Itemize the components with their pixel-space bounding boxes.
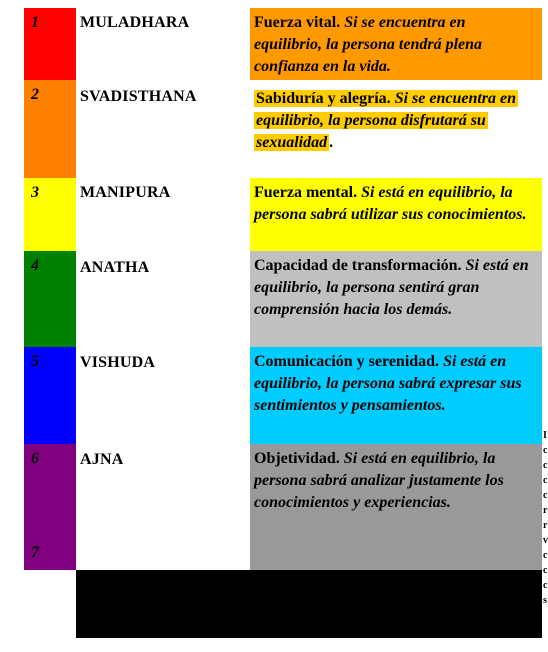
edge-letter: c: [543, 580, 548, 591]
chakra-description-4: [250, 251, 542, 347]
desc-4-italic: Si está en equilibrio, la persona sentirá gran comprensión hacia los demás.: [254, 257, 529, 318]
chakra-name-svadisthana: SVADISTHANA: [80, 88, 197, 105]
desc-1-bold: Fuerza vital.: [254, 14, 341, 31]
desc-1-italic: Si se encuentra en equilibrio, la persona tendrá plena confianza en la vida.: [254, 14, 483, 75]
chakra-name-manipura: MANIPURA: [80, 184, 171, 201]
desc-2-italic: Si se encuentra en equilibrio, la persona disfrutará su sexualidad: [256, 90, 517, 151]
edge-letter: c: [543, 565, 548, 576]
edge-letter: s: [543, 595, 547, 606]
chakra-number-7-label: 7: [31, 544, 39, 561]
chakra-name-ajna: AJNA: [80, 451, 124, 468]
chakra-name-vishuda: VISHUDA: [80, 354, 156, 371]
chakra-description-5: [250, 347, 542, 444]
edge-letter: c: [543, 445, 548, 456]
chakra-number-5: 5: [24, 347, 76, 444]
chakra-number-4: 4: [24, 251, 76, 347]
desc-6-bold: Objetividad.: [254, 450, 340, 467]
bottom-black-bar: [76, 570, 542, 638]
chakra-description-3: [250, 178, 542, 251]
chakra-number-6: [24, 444, 76, 570]
edge-letter: c: [543, 460, 548, 471]
desc-2-tail: .: [329, 134, 334, 151]
chakra-name-muladhara: MULADHARA: [80, 14, 190, 31]
chakra-description-2: [250, 84, 542, 178]
chakra-number-1: 1: [24, 8, 76, 80]
edge-letter: r: [543, 520, 548, 531]
edge-letter: I: [543, 430, 547, 441]
chakra-description-1: [250, 8, 542, 80]
edge-letter: c: [543, 490, 548, 501]
chakra-number-2: 2: [24, 80, 76, 178]
chakra-number-6-label: 6: [31, 450, 39, 467]
chakra-description-6: [250, 444, 542, 570]
chakra-name-anatha: ANATHA: [80, 259, 150, 276]
desc-4-bold: Capacidad de transformación.: [254, 257, 462, 274]
desc-2-bold: Sabiduría y alegría.: [256, 90, 391, 107]
chakra-number-3: 3: [24, 178, 76, 251]
edge-letter: r: [543, 505, 548, 516]
desc-2-highlight: [254, 90, 518, 151]
edge-letter: c: [543, 550, 548, 561]
desc-3-bold: Fuerza mental.: [254, 184, 358, 201]
clipped-edge-text: [543, 428, 548, 608]
desc-5-bold: Comunicación y serenidad.: [254, 353, 440, 370]
edge-letter: c: [543, 475, 548, 486]
desc-5-italic: Si está en equilibrio, la persona sabrá expresar sus sentimientos y pensamientos.: [254, 353, 522, 414]
desc-6-italic: Si está en equilibrio, la persona sabrá analizar justamente los conocimientos y experiencias.: [254, 450, 504, 511]
edge-letter: v: [543, 535, 548, 546]
desc-3-italic: Si está en equilibrio, la persona sabrá utilizar sus conocimientos.: [254, 184, 527, 223]
